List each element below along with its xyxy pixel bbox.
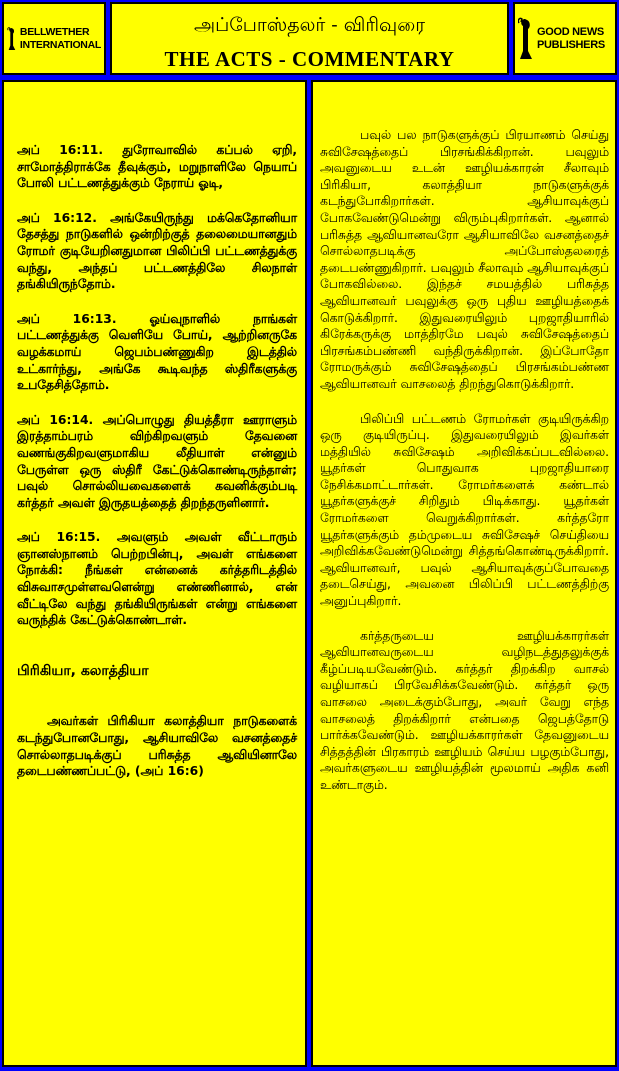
- right-column: [311, 80, 617, 1067]
- title-box: [110, 2, 509, 75]
- verse-16-15: அப் 16:15. அவளும் அவள் வீட்டாரும் ஞானஸ்நானம் பெற்றபின்பு, அவள் எங்களை நோக்கி: நீங்கள் என்னைக் கர்த்தரிடத்தில் விசுவாசமுள்ளவளென்று எண்ணினால், என் வீட்டிலே வந்து தங்கியிருங்கள் என்று எங்களை வருந்திக் கேட்டுக்கொண்டாள்.: [17, 530, 297, 628]
- section-heading: பிரிகியா, கலாத்தியா: [17, 662, 149, 679]
- logo-left-line2: INTERNATIONAL: [19, 38, 101, 51]
- title-tamil: அப்போஸ்தலர் - விரிவுரை: [193, 14, 426, 36]
- logo-right-line1: GOOD NEWS: [537, 25, 604, 38]
- verse-16-13: அப் 16:13. ஓய்வுநாளில் நாங்கள் பட்டணத்துக்கு வெளியே போய், ஆற்றினருகே வழக்கமாய் ஜெபம்பண்ணுகிற இடத்தில் உட்கார்ந்து, அங்கே கூடிவந்த ஸ்திரீகளுக்கு உபதேசித்தோம்.: [17, 311, 297, 393]
- title-english: THE ACTS - COMMENTARY: [164, 47, 455, 71]
- commentary-paragraph-3: கர்த்தருடைய ஊழியக்காரர்கள் ஆவியானவருடைய வழிநடத்துதலுக்குக் கீழ்ப்படியவேண்டும். கர்த்தர் திறக்கிற வாசல் வழியாகப் பிரவேசிக்கவேண்டும். கர்த்தர் ஒரு வாசலை அடைக்கும்போது, அவர் வேறு எந்த வாசலைத் திறக்கிறார் என்பதை ஜெபத்தோடு பார்க்கவேண்டும். ஊழியக்காரர்கள் தேவனுடைய சித்தத்தின் பிரகாரம் ஊழியம் செய்ய பழகும்போது, அவர்களுடைய ஊழியத்தின் மூலமாய் அதிக கனி உண்டாகும்.: [320, 628, 609, 792]
- shepherd-icon: [518, 17, 534, 61]
- good-news-logo-box: [513, 2, 617, 75]
- key-verse-quote: அவர்கள் பிரிகியா கலாத்தியா நாடுகளைக் கடந்துபோனபோது, ஆசியாவிலே வசனத்தைச் சொல்லாதபடிக்குப் பரிசுத்த ஆவியினாலே தடைபண்ணப்பட்டு, (அப் 16:6): [17, 714, 297, 779]
- logo-right-line2: PUBLISHERS: [537, 38, 605, 51]
- shepherd-icon: [7, 17, 17, 61]
- commentary-paragraph-2: பிலிப்பி பட்டணம் ரோமர்கள் குடியிருக்கிற ஒரு குடியிருப்பு. இதுவரையிலும் இவர்கள் மத்தியில் சுவிசேஷம் அறிவிக்கப்படவில்லை. யூதர்கள் பொதுவாக புறஜாதியாரை நேசிக்கமாட்டார்கள். ரோமர்களைக் கண்டால் யூதர்களுக்குச் சிறிதும் பிடிக்காது. யூதர்கள் ரோமர்களை வெறுக்கிறார்கள். கர்த்தரோ யூதர்களுக்கும் தம்முடைய சுவிசேஷச் செய்தியை அறிவிக்கவேண்டுமென்று சித்தங்கொண்டிருக்கிறார். ஆவியானவர், பவுல் ஆசியாவுக்குப்போவதை தடைசெய்து, அவனை பிலிப்பி பட்டணத்திற்கு அனுப்புகிறார்.: [320, 411, 609, 609]
- logo-left-line1: BELLWETHER: [19, 25, 90, 38]
- verse-16-14: அப் 16:14. அப்பொழுது தியத்தீரா ஊராளும் இரத்தாம்பரம் விற்கிறவளும் தேவனை வணங்குகிறவளுமாகிய லீதியாள் என்னும் பேருள்ள ஒரு ஸ்திரீ கேட்டுக்கொண்டிருந்தாள்; பவுல் சொல்லியவைகளைக் கவனிக்கும்படி கர்த்தர் அவள் இருதயத்தைத் திறந்தருளினார்.: [17, 412, 297, 510]
- verse-16-11: அப் 16:11. துரோவாவில் கப்பல் ஏறி, சாமோத்திராக்கே தீவுக்கும், மறுநாளிலே நெயாப் போலி பட்டணத்துக்கும் நேராய் ஓடி,: [17, 143, 297, 191]
- verse-16-12: அப் 16:12. அங்கேயிருந்து மக்கெதோனியா தேசத்து நாடுகளில் ஒன்றிற்குத் தலைமையானதும் ரோமர் குடியேறினதுமான பிலிப்பி பட்டணத்துக்கு வந்து, அந்தப் பட்டணத்திலே சிலநாள் தங்கியிருந்தோம்.: [17, 210, 297, 292]
- commentary-paragraph-1: பவுல் பல நாடுகளுக்குப் பிரயாணம் செய்து சுவிசேஷத்தைப் பிரசங்கிக்கிறான். பவுலும் அவனுடைய உடன் ஊழியக்காரன் சீலாவும் பிரிகியா, கலாத்தியா நாடுகளுக்குக் கடந்துபோகிறார்கள். ஆசியாவுக்குப் போகவேண்டுமென்று விரும்புகிறார்கள். ஆனால் பரிசுத்த ஆவியானவரோ ஆசியாவிலே வசனத்தைச் சொல்லாதபடிக்கு அப்போஸ்தலரைத் தடைபண்ணுகிறார். பவுலும் சீலாவும் ஆசியாவுக்குப் போகவில்லை. இந்தச் சமயத்தில் பரிசுத்த ஆவியானவர் பவுலுக்கு ஒரு புதிய ஊழியத்தைக் கொடுக்கிறார். இதுவரையிலும் புறஜாதியாரில் கிரேக்கருக்கு மாத்திரமே பவுல் சுவிசேஷத்தைப் பிரசங்கம்பண்ணி வந்திருக்கிறான். இப்போதோ ரோமருக்கும் சுவிசேஷத்தைப் பிரசங்கம்பண்ண ஆவியானவர் வாசலைத் திறந்துகொடுக்கிறார்.: [320, 128, 609, 391]
- bellwether-logo-box: [2, 2, 106, 75]
- left-column: [2, 80, 307, 1067]
